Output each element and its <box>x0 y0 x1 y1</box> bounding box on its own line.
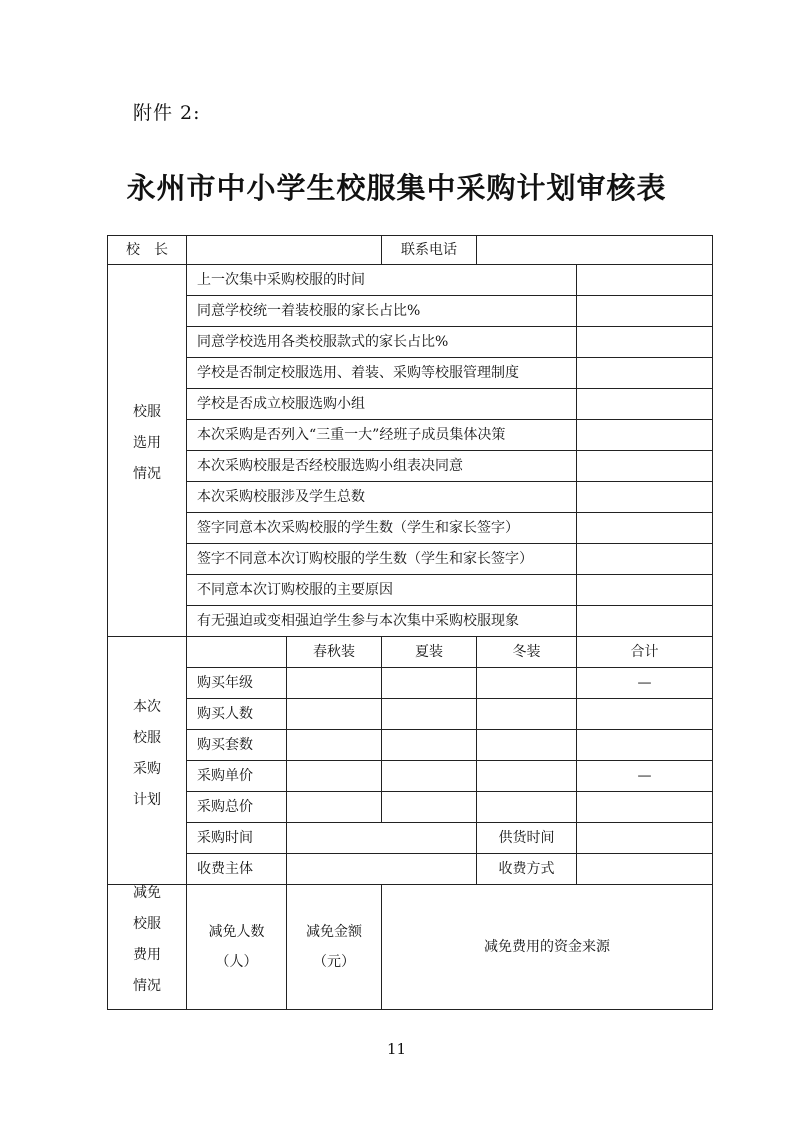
selection-item-value[interactable] <box>577 296 713 327</box>
plan-total-cell[interactable] <box>577 792 713 823</box>
plan-cell[interactable] <box>477 761 577 792</box>
plan-row-label: 采购总价 <box>187 792 287 823</box>
plan-column-header: 夏装 <box>382 637 477 668</box>
selection-item-label: 本次采购校服是否经校服选购小组表决同意 <box>187 451 577 482</box>
label-line: （人） <box>215 954 258 970</box>
selection-row <box>108 451 713 482</box>
plan-total-cell[interactable]: — <box>577 761 713 792</box>
selection-item-value[interactable] <box>577 575 713 606</box>
payer-field[interactable] <box>287 854 477 885</box>
attachment-label: 附件 2: <box>133 102 201 124</box>
label-line: 采购 <box>133 760 161 777</box>
selection-row <box>108 327 713 358</box>
selection-item-label: 同意学校统一着装校服的家长占比% <box>187 296 577 327</box>
selection-item-value[interactable] <box>577 482 713 513</box>
label-line: 校服 <box>133 729 161 746</box>
phone-field[interactable] <box>477 236 713 265</box>
label-line: 减免 <box>133 885 161 901</box>
plan-cell[interactable] <box>477 730 577 761</box>
label-line: 本次 <box>133 698 161 715</box>
selection-row <box>108 358 713 389</box>
principal-row <box>108 236 713 265</box>
reduction-amount-label <box>287 885 382 1010</box>
reduction-count-label <box>187 885 287 1010</box>
plan-row-label: 采购单价 <box>187 761 287 792</box>
label-line: 选用 <box>133 435 161 451</box>
selection-row <box>108 482 713 513</box>
selection-item-label: 同意学校选用各类校服款式的家长占比% <box>187 327 577 358</box>
plan-cell[interactable] <box>382 730 477 761</box>
label-line: 费用 <box>133 947 161 963</box>
delivery-time-field[interactable] <box>577 823 713 854</box>
page-number: 11 <box>386 1040 407 1058</box>
plan-cell[interactable] <box>477 699 577 730</box>
selection-section-label <box>108 265 187 637</box>
selection-item-value[interactable] <box>577 544 713 575</box>
selection-item-value[interactable] <box>577 513 713 544</box>
plan-row-label: 购买年级 <box>187 668 287 699</box>
selection-row <box>108 575 713 606</box>
selection-item-value[interactable] <box>577 451 713 482</box>
plan-cell[interactable] <box>382 792 477 823</box>
plan-cell[interactable] <box>287 699 382 730</box>
selection-row <box>108 544 713 575</box>
selection-item-value[interactable] <box>577 358 713 389</box>
plan-cell[interactable] <box>477 668 577 699</box>
label-line: 减免人数 <box>208 924 265 940</box>
plan-row <box>108 699 713 730</box>
reduction-section-label <box>108 885 187 1010</box>
plan-cell[interactable] <box>287 792 382 823</box>
selection-row <box>108 389 713 420</box>
selection-row <box>108 513 713 544</box>
selection-row <box>108 265 713 296</box>
plan-column-header: 春秋装 <box>287 637 382 668</box>
selection-row <box>108 296 713 327</box>
plan-cell[interactable] <box>287 668 382 699</box>
plan-cell[interactable] <box>382 699 477 730</box>
plan-column-header: 冬装 <box>477 637 577 668</box>
purchase-time-row <box>108 823 713 854</box>
plan-cell[interactable] <box>287 730 382 761</box>
label-line: 减免金额 <box>306 924 362 940</box>
payment-method-label: 收费方式 <box>477 854 577 885</box>
plan-column-header: 合计 <box>577 637 713 668</box>
plan-row <box>108 668 713 699</box>
selection-item-label: 学校是否制定校服选用、着装、采购等校服管理制度 <box>187 358 577 389</box>
plan-row <box>108 792 713 823</box>
selection-item-label: 签字同意本次采购校服的学生数（学生和家长签字） <box>187 513 577 544</box>
purchase-time-label: 采购时间 <box>187 823 287 854</box>
selection-item-value[interactable] <box>577 327 713 358</box>
selection-item-label: 有无强迫或变相强迫学生参与本次集中采购校服现象 <box>187 606 577 637</box>
label-line: 校服 <box>133 404 161 420</box>
selection-item-value[interactable] <box>577 420 713 451</box>
plan-section-label <box>108 637 187 885</box>
principal-label: 校 长 <box>108 236 187 265</box>
plan-header-row <box>108 637 713 668</box>
selection-item-label: 本次采购是否列入“三重一大”经班子成员集体决策 <box>187 420 577 451</box>
review-form-table <box>107 235 713 1010</box>
selection-item-label: 签字不同意本次订购校服的学生数（学生和家长签字） <box>187 544 577 575</box>
selection-item-label: 不同意本次订购校服的主要原因 <box>187 575 577 606</box>
selection-item-label: 上一次集中采购校服的时间 <box>187 265 577 296</box>
plan-row-label: 购买人数 <box>187 699 287 730</box>
selection-item-value[interactable] <box>577 606 713 637</box>
label-line: （元） <box>313 954 355 970</box>
selection-row <box>108 606 713 637</box>
delivery-time-label: 供货时间 <box>477 823 577 854</box>
plan-total-cell[interactable] <box>577 730 713 761</box>
plan-header-blank <box>187 637 287 668</box>
principal-field[interactable] <box>187 236 382 265</box>
plan-row-label: 购买套数 <box>187 730 287 761</box>
plan-row <box>108 730 713 761</box>
plan-row <box>108 761 713 792</box>
selection-item-value[interactable] <box>577 389 713 420</box>
payment-method-field[interactable] <box>577 854 713 885</box>
plan-cell[interactable] <box>382 668 477 699</box>
plan-cell[interactable] <box>382 761 477 792</box>
label-line: 校服 <box>133 916 161 932</box>
phone-label: 联系电话 <box>382 236 477 265</box>
plan-cell[interactable] <box>287 761 382 792</box>
purchase-time-field[interactable] <box>287 823 477 854</box>
selection-item-label: 本次采购校服涉及学生总数 <box>187 482 577 513</box>
selection-item-value[interactable] <box>577 265 713 296</box>
fund-source-label: 减免费用的资金来源 <box>382 885 713 1010</box>
label-line: 情况 <box>133 466 161 482</box>
selection-row <box>108 420 713 451</box>
form-title: 永州市中小学生校服集中采购计划审核表 <box>126 171 667 205</box>
plan-total-cell[interactable]: — <box>577 668 713 699</box>
payer-label: 收费主体 <box>187 854 287 885</box>
plan-cell[interactable] <box>477 792 577 823</box>
payer-row <box>108 854 713 885</box>
selection-item-label: 学校是否成立校服选购小组 <box>187 389 577 420</box>
label-line: 计划 <box>133 791 161 808</box>
plan-total-cell[interactable] <box>577 699 713 730</box>
label-line: 情况 <box>133 978 161 994</box>
reduction-row <box>108 885 713 1010</box>
